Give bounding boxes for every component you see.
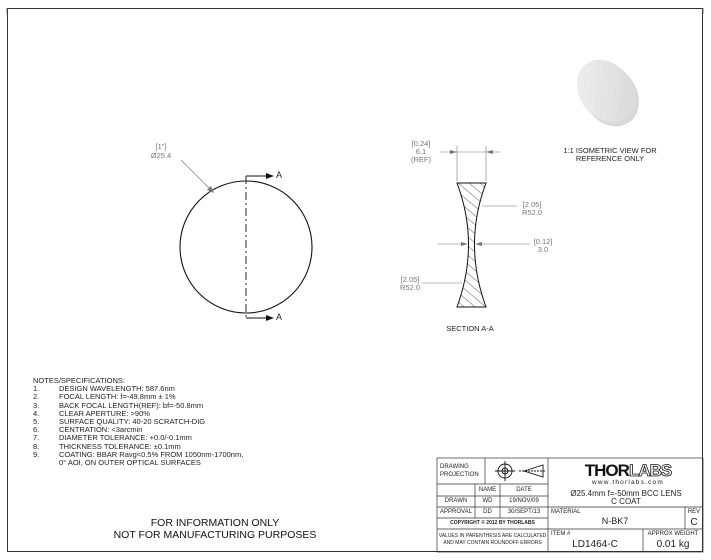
logo-thor: THOR	[584, 461, 629, 480]
weight-label: APPROX WEIGHT	[647, 530, 699, 537]
note-item	[33, 459, 243, 467]
note-text: BACK FOCAL LENGTH(REF): bf=-50.8mm	[59, 400, 204, 410]
notes-title: NOTES/SPECIFICATIONS:	[33, 376, 125, 385]
corner-marks	[7, 8, 703, 14]
projection-label-2: PROJECTION	[440, 471, 479, 478]
isometric-view	[566, 49, 650, 137]
section-view	[422, 146, 530, 307]
radius-top-metric-label: R52.0	[521, 208, 542, 217]
note-number: 8.	[33, 441, 40, 451]
thorlabs-logo	[580, 462, 676, 480]
section-caption: SECTION A-A	[446, 324, 494, 333]
diameter-leader	[181, 160, 213, 192]
note-text: SURFACE QUALITY: 40-20 SCRATCH-DIG	[59, 417, 206, 427]
date-header: DATE	[516, 486, 532, 493]
center-thickness-metric-label: 3.0	[537, 245, 549, 254]
note-text: 0° AOI, ON OUTER OPTICAL SURFACES	[59, 458, 201, 468]
note-number: 4.	[33, 408, 40, 418]
note-text: COATING: BBAR Ravg<0.5% FROM 1050nm-1700nm,	[59, 449, 244, 459]
material-label: MATERIAL	[551, 508, 581, 515]
thickness-imperial-label: [0.24]	[411, 139, 431, 148]
item-number: LD1464-C	[572, 538, 618, 550]
note-text: DESIGN WAVELENGTH: 587.6nm	[59, 384, 175, 394]
item-label: ITEM #	[551, 530, 571, 537]
disclaimer	[100, 517, 330, 541]
radius-top-imperial-label: [2.05]	[522, 200, 542, 209]
projection-symbol-icon	[495, 461, 545, 481]
diameter-metric-label: Ø25.4	[150, 151, 172, 160]
values-note-1: VALUES IN PARENTHESIS ARE CALCULATED	[438, 533, 547, 540]
projection-label-1: DRAWING	[440, 463, 469, 470]
note-text: FOCAL LENGTH: f=-49.8mm ± 1%	[59, 392, 176, 402]
disclaimer-line1: FOR INFORMATION ONLY	[150, 517, 280, 529]
approval-label: APPROVAL	[440, 509, 472, 516]
note-number: 1.	[33, 384, 40, 394]
website-url: www.thorlabs.com	[592, 479, 664, 486]
thickness-ref-label: (REF)	[411, 155, 431, 164]
front-view	[180, 160, 312, 321]
section-letter-bottom: A	[276, 312, 283, 322]
note-number: 6.	[33, 425, 40, 435]
note-text: DIAMETER TOLERANCE: +0.0/-0.1mm	[59, 433, 192, 443]
section-letter-top: A	[276, 170, 283, 180]
radius-bottom-imperial-label: [2.05]	[400, 275, 420, 284]
note-number: 3.	[33, 400, 40, 410]
approval-name: DD	[483, 509, 492, 516]
approval-date: 30/SEPT/13	[507, 509, 541, 516]
notes-specifications	[33, 377, 243, 467]
part-description-1: Ø25.4mm f=-50mm BCC LENS	[570, 488, 682, 498]
drawn-name: WD	[482, 498, 493, 505]
drawn-label: DRAWN	[444, 498, 468, 505]
logo-labs: LABS	[628, 461, 672, 480]
values-note-2: AND MAY CONTAIN ROUNDOFF ERRORS	[443, 540, 542, 547]
name-header: NAME	[478, 486, 497, 493]
note-number: 2.	[33, 392, 40, 402]
note-text: THICKNESS TOLERANCE: ±0.1mm	[59, 441, 181, 451]
note-number: 7.	[33, 433, 40, 443]
thickness-metric-label: 6.1	[415, 147, 427, 156]
note-number: 9.	[33, 449, 40, 459]
rev-label: REV	[687, 508, 701, 515]
radius-bottom-metric-label: R52.0	[399, 283, 420, 292]
note-text: CENTRATION: <3arcmin	[59, 425, 143, 435]
weight-value: 0.01 kg	[656, 538, 690, 550]
center-thickness-imperial-label: [0.12]	[533, 237, 553, 246]
copyright-notice: COPYRIGHT © 2012 BY THORLABS	[450, 520, 535, 527]
isometric-caption-line1: 1:1 ISOMETRIC VIEW FOR	[563, 146, 657, 155]
note-number	[33, 459, 59, 467]
drawn-date: 19/NOV/09	[509, 498, 539, 505]
material-value: N-BK7	[601, 516, 629, 526]
note-text: CLEAR APERTURE: >90%	[59, 408, 150, 418]
isometric-caption-line2: REFERENCE ONLY	[575, 154, 645, 163]
diameter-imperial-label: [1"]	[155, 142, 167, 151]
note-number: 5.	[33, 417, 40, 427]
disclaimer-line2: NOT FOR MANUFACTURING PURPOSES	[113, 529, 317, 541]
part-description-2: C COAT	[611, 497, 641, 506]
rev-value: C	[690, 516, 698, 528]
